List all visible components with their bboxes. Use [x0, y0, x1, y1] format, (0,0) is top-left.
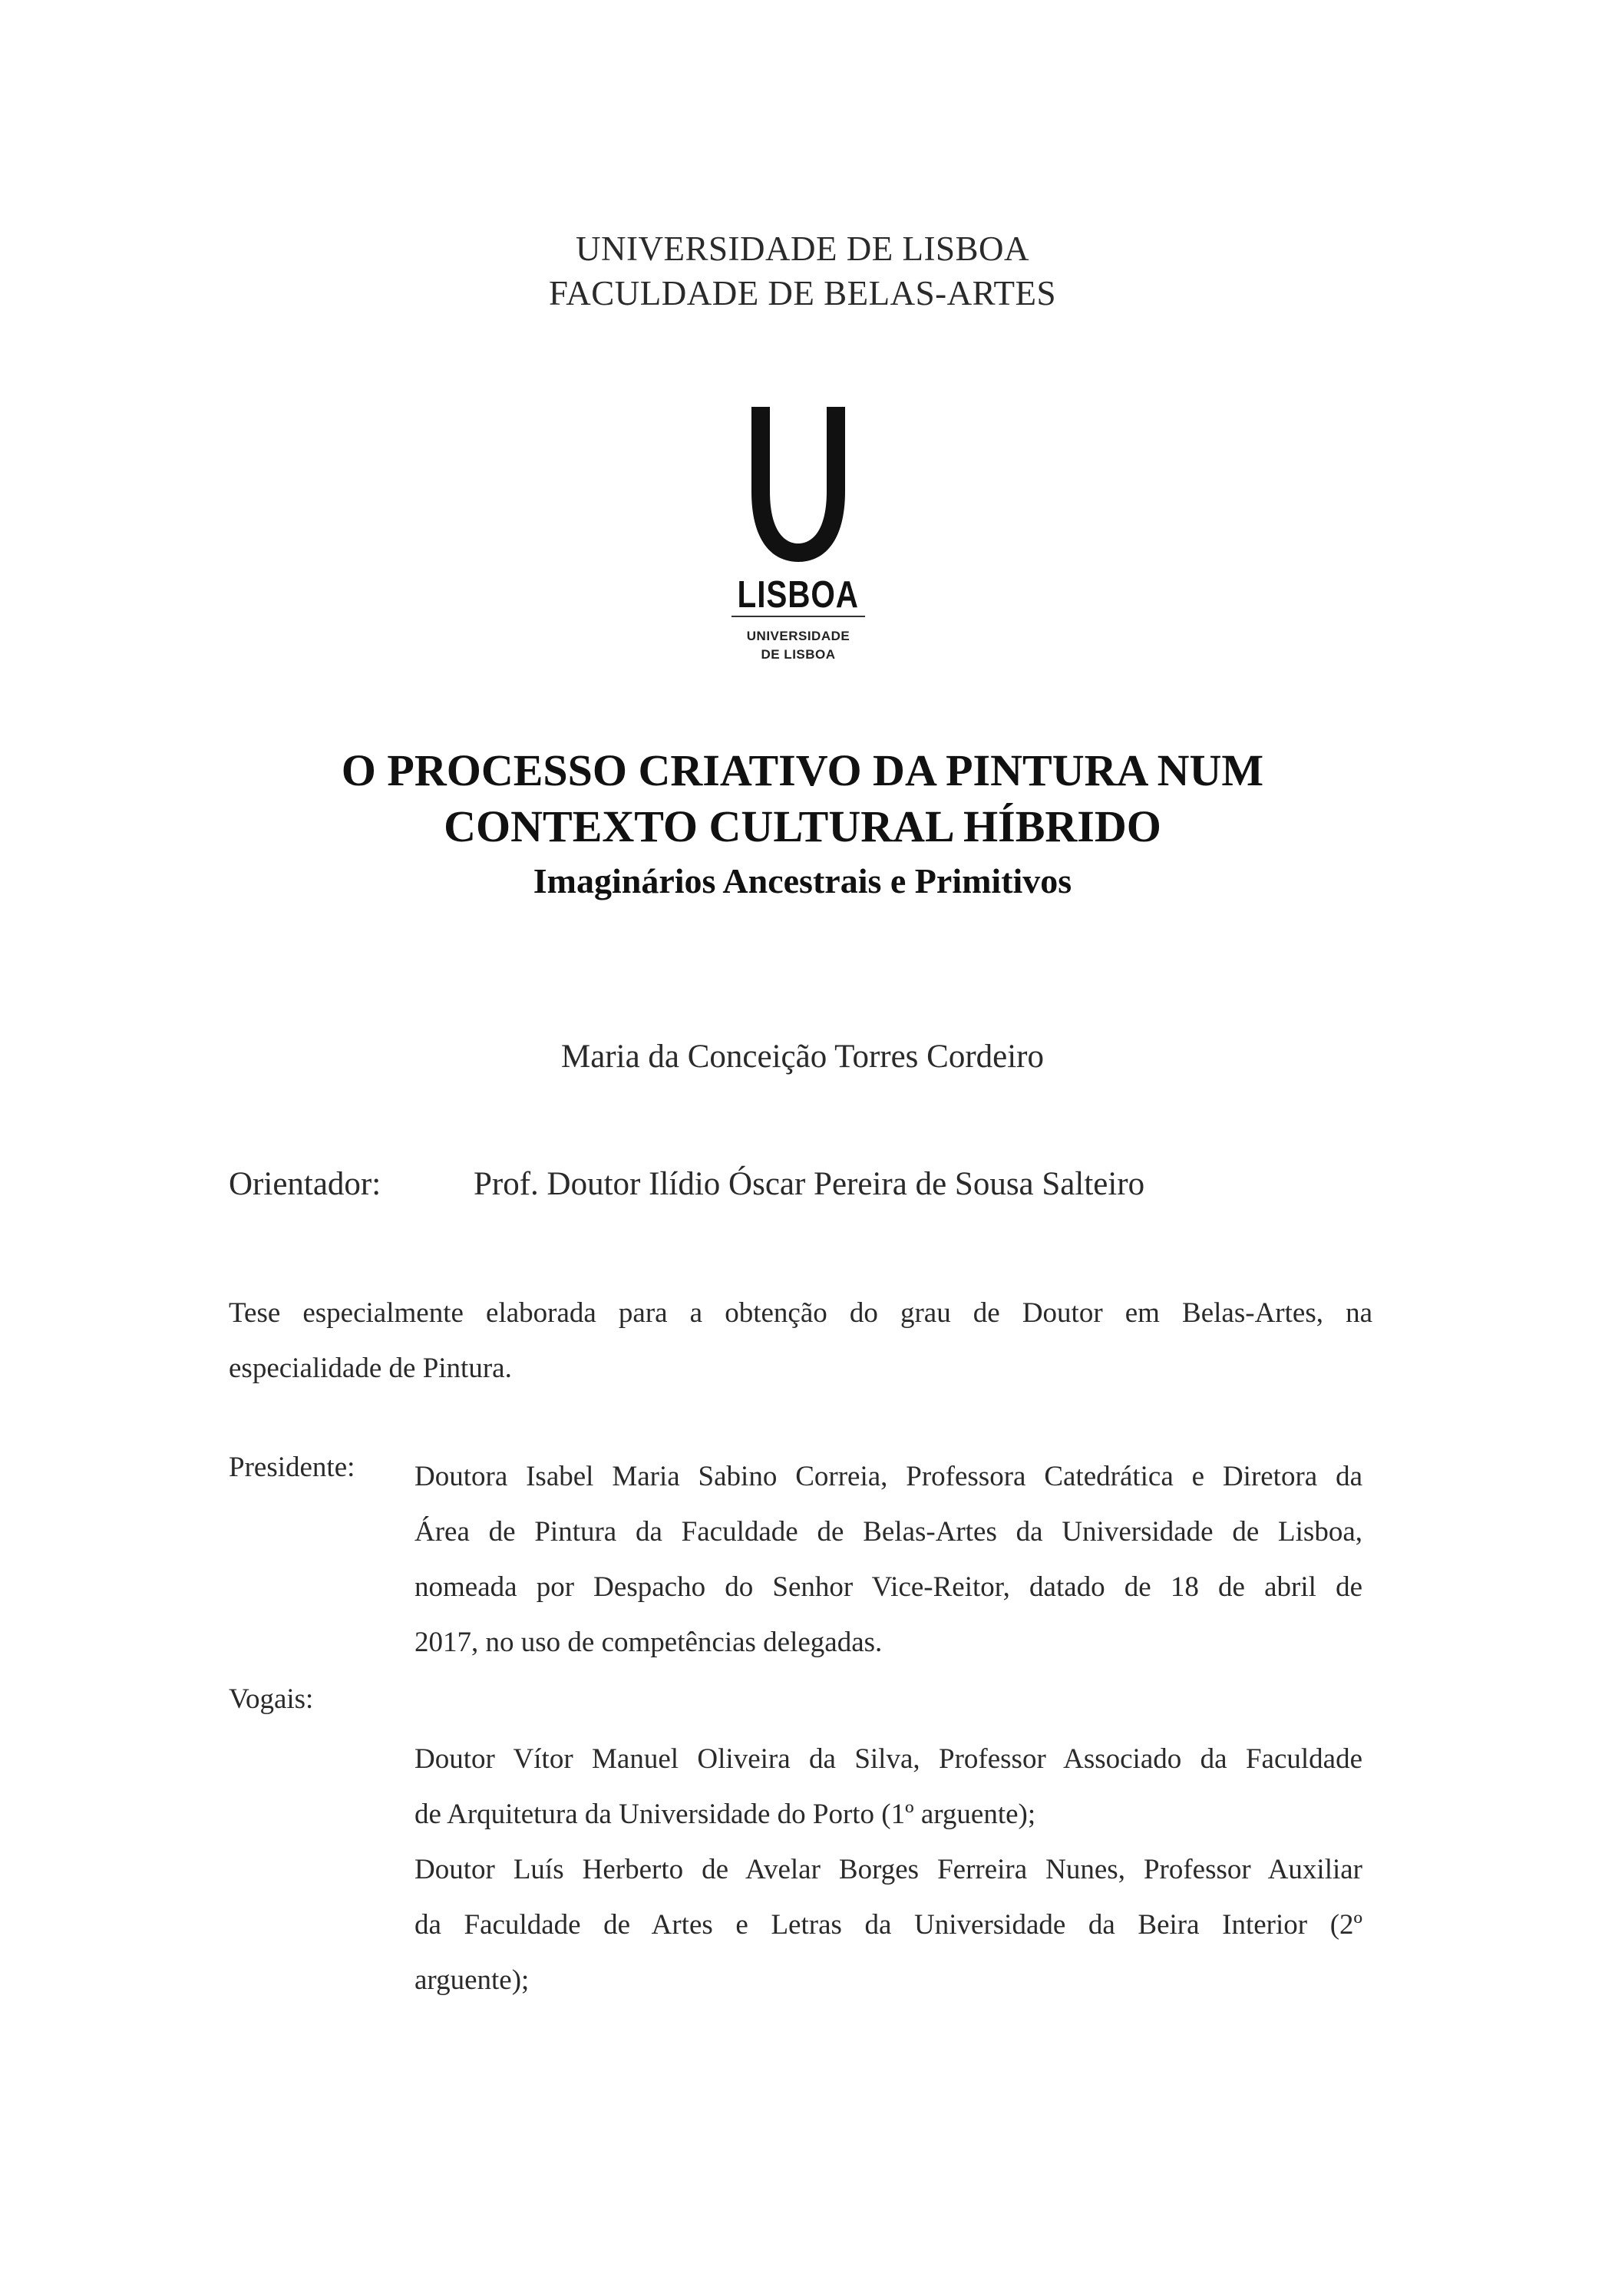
members-label: Vogais: — [229, 1683, 314, 1715]
member-line: arguente); — [414, 1964, 530, 1996]
member-line: de Arquitetura da Universidade do Porto (1º arguente); — [414, 1799, 1036, 1830]
advisor-label: Orientador: — [229, 1166, 381, 1202]
faculty-name: FACULDADE DE BELAS-ARTES — [549, 274, 1056, 312]
members-description — [414, 1732, 1362, 2008]
university-name: UNIVERSIDADE DE LISBOA — [576, 230, 1029, 268]
president-line: nomeada por Despacho do Senhor Vice-Reitor, datado de 18 de abril de — [414, 1571, 1362, 1603]
purpose-line-1: Tese especialmente elaborada para a obtenção do grau de Doutor em Belas-Artes, na — [229, 1297, 1372, 1329]
purpose-paragraph — [229, 1286, 1372, 1396]
advisor-name: Prof. Doutor Ilídio Óscar Pereira de Sousa Salteiro — [474, 1166, 1145, 1202]
president-label: Presidente: — [229, 1452, 355, 1483]
svg-text:DE LISBOA: DE LISBOA — [761, 647, 836, 662]
svg-text:UNIVERSIDADE: UNIVERSIDADE — [746, 629, 850, 643]
president-line: Doutora Isabel Maria Sabino Correia, Professora Catedrática e Diretora da — [414, 1461, 1362, 1492]
purpose-line-2: especialidade de Pintura. — [229, 1353, 512, 1384]
svg-text:LISBOA: LISBOA — [737, 573, 859, 616]
thesis-title-line-2: CONTEXTO CULTURAL HÍBRIDO — [444, 801, 1161, 851]
president-line: 2017, no uso de competências delegadas. — [414, 1627, 883, 1658]
thesis-title-line-1: O PROCESSO CRIATIVO DA PINTURA NUM — [341, 745, 1264, 795]
thesis-subtitle: Imaginários Ancestrais e Primitivos — [533, 861, 1072, 900]
author-name: Maria da Conceição Torres Cordeiro — [560, 1039, 1045, 1075]
member-line: Doutor Luís Herberto de Avelar Borges Ferreira Nunes, Professor Auxiliar — [414, 1854, 1362, 1885]
president-line: Área de Pintura da Faculdade de Belas-Artes da Universidade de Lisboa, — [414, 1516, 1362, 1548]
member-line: Doutor Vítor Manuel Oliveira da Silva, Professor Associado da Faculdade — [414, 1743, 1362, 1775]
ulisboa-logo — [725, 399, 871, 676]
member-line: da Faculdade de Artes e Letras da Universidade da Beira Interior (2º — [414, 1909, 1362, 1941]
president-description — [414, 1449, 1362, 1670]
